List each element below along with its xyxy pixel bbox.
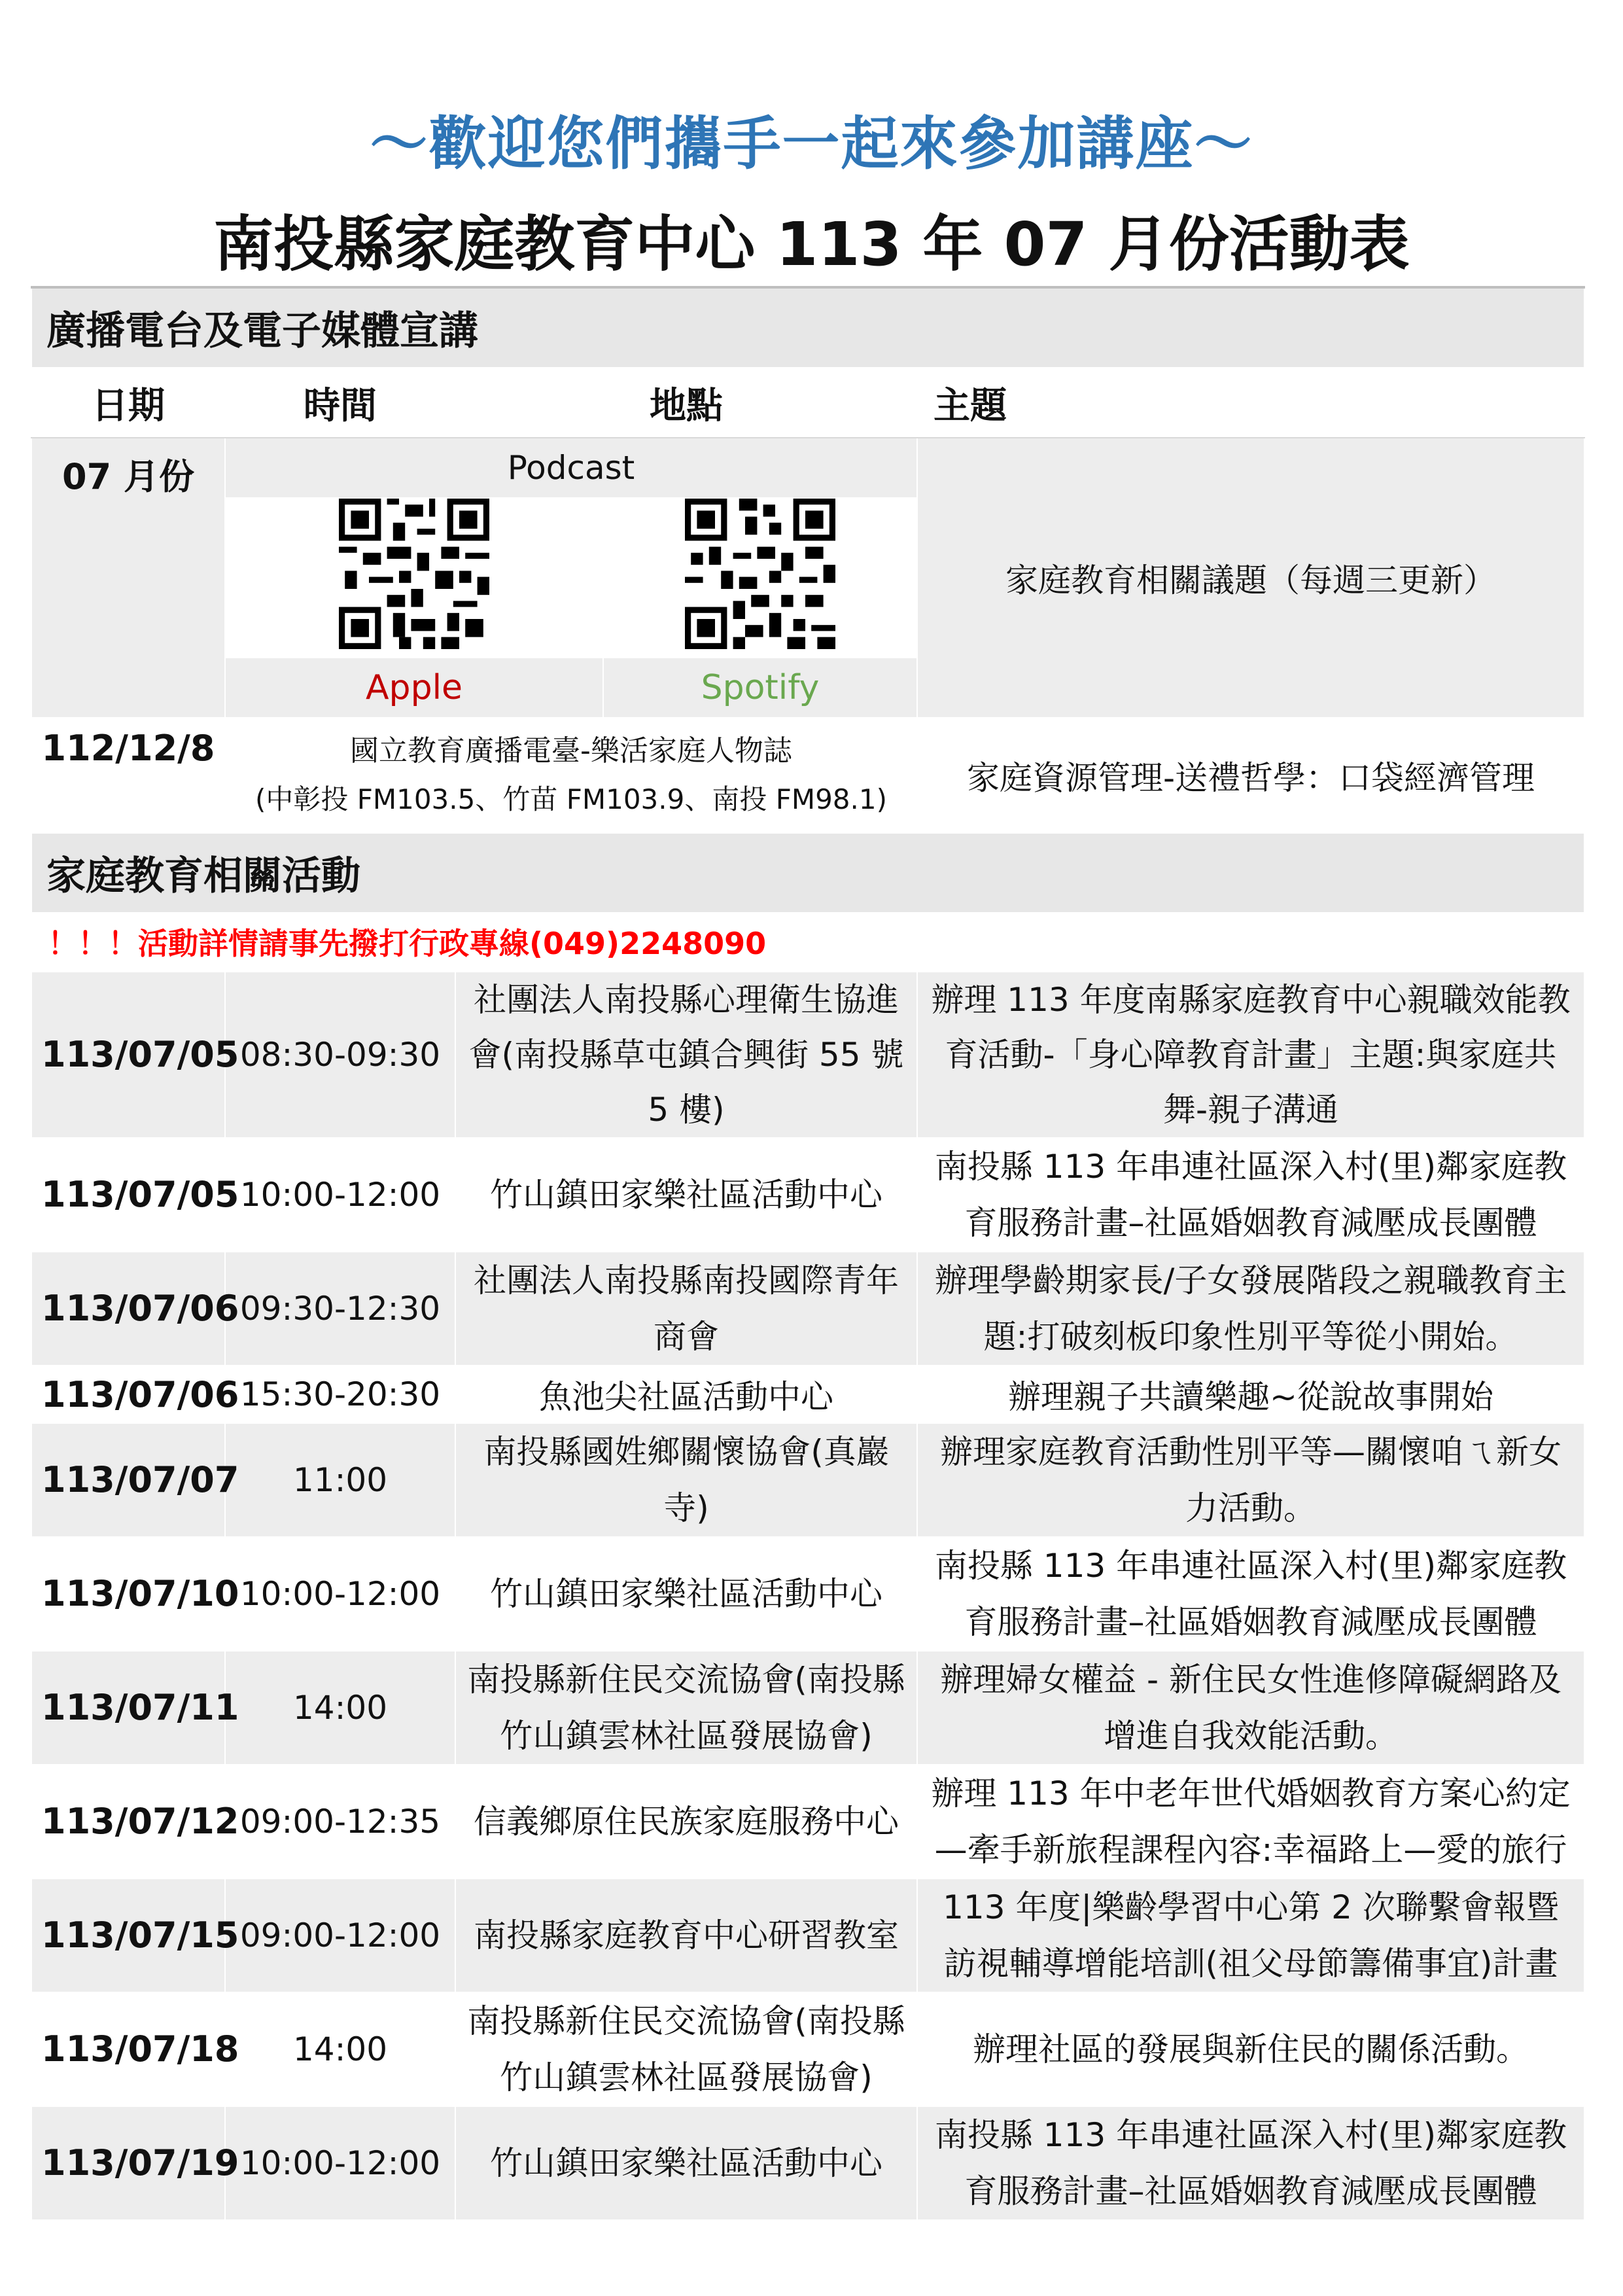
activity-place: 南投縣新住民交流協會(南投縣竹山鎮雲林社區發展協會) xyxy=(455,1651,917,1765)
activity-time: 11:00 xyxy=(225,1423,455,1537)
activity-date: 113/07/15 xyxy=(31,1879,225,1992)
activity-topic: 辦理 113 年中老年世代婚姻教育方案心約定—牽手新旅程課程內容:幸福路上—愛的旅行 xyxy=(917,1765,1584,1879)
radio-place-line2: (中彰投 FM103.5、竹苗 FM103.9、南投 FM98.1) xyxy=(254,783,887,815)
col-time-header: 時間 xyxy=(225,368,455,438)
podcast-label: Podcast xyxy=(225,438,917,498)
table-row xyxy=(31,1651,1584,1765)
podcast-date: 07 月份 xyxy=(31,438,225,718)
activity-time: 09:00-12:35 xyxy=(225,1765,455,1879)
activity-date: 113/07/07 xyxy=(31,1423,225,1537)
schedule-table-wrap xyxy=(31,286,1584,2221)
activity-date: 113/07/10 xyxy=(31,1537,225,1651)
spotify-podcast-link[interactable]: Spotify xyxy=(603,658,917,718)
table-row xyxy=(31,2106,1584,2220)
qr-code-icon[interactable] xyxy=(339,499,489,649)
activity-date: 113/07/12 xyxy=(31,1765,225,1879)
activity-time: 09:00-12:00 xyxy=(225,1879,455,1992)
activities-table xyxy=(31,971,1585,2221)
activity-date: 113/07/05 xyxy=(31,972,225,1138)
activity-place: 竹山鎮田家樂社區活動中心 xyxy=(455,1537,917,1651)
activity-place: 南投縣新住民交流協會(南投縣竹山鎮雲林社區發展協會) xyxy=(455,1992,917,2106)
col-date-header: 日期 xyxy=(31,368,225,438)
activity-date: 113/07/11 xyxy=(31,1651,225,1765)
table-row xyxy=(31,972,1584,1138)
activity-time: 14:00 xyxy=(225,1992,455,2106)
activity-topic: 辦理 113 年度南縣家庭教育中心親職效能教育活動-「身心障教育計畫」主題:與家庭共舞-親子溝通 xyxy=(917,972,1584,1138)
spotify-qr-cell xyxy=(603,498,917,658)
activity-date: 113/07/19 xyxy=(31,2106,225,2220)
radio-topic: 家庭資源管理-送禮哲學：口袋經濟管理 xyxy=(917,718,1584,833)
table-row xyxy=(31,1992,1584,2106)
activity-place: 竹山鎮田家樂社區活動中心 xyxy=(455,2106,917,2220)
col-place-header: 地點 xyxy=(455,368,917,438)
broadcast-table xyxy=(31,286,1585,971)
table-row xyxy=(31,1252,1584,1366)
activity-date: 113/07/18 xyxy=(31,1992,225,2106)
table-row xyxy=(31,1138,1584,1252)
activity-date: 113/07/06 xyxy=(31,1366,225,1423)
activity-place: 竹山鎮田家樂社區活動中心 xyxy=(455,1138,917,1252)
apple-podcast-link[interactable]: Apple xyxy=(225,658,603,718)
activity-place: 南投縣國姓鄉關懷協會(真巖寺) xyxy=(455,1423,917,1537)
activity-topic: 113 年度|樂齡學習中心第 2 次聯繫會報暨訪視輔導增能培訓(祖父母節籌備事宜)計畫 xyxy=(917,1879,1584,1992)
apple-qr-cell xyxy=(225,498,603,658)
activity-time: 10:00-12:00 xyxy=(225,2106,455,2220)
page-title: 南投縣家庭教育中心 113 年 07 月份活動表 xyxy=(213,209,1410,279)
activity-topic: 辦理社區的發展與新住民的關係活動。 xyxy=(917,1992,1584,2106)
activity-time: 08:30-09:30 xyxy=(225,972,455,1138)
activity-topic: 辦理家庭教育活動性別平等—關懷咱ㄟ新女力活動。 xyxy=(917,1423,1584,1537)
activity-place: 南投縣家庭教育中心研習教室 xyxy=(455,1879,917,1992)
activity-place: 社團法人南投縣南投國際青年商會 xyxy=(455,1252,917,1366)
activity-place: 信義鄉原住民族家庭服務中心 xyxy=(455,1765,917,1879)
activity-place: 魚池尖社區活動中心 xyxy=(455,1366,917,1423)
activities-section-title: 家庭教育相關活動 xyxy=(31,833,1584,913)
activity-date: 113/07/06 xyxy=(31,1252,225,1366)
activity-time: 15:30-20:30 xyxy=(225,1366,455,1423)
activity-time: 10:00-12:00 xyxy=(225,1537,455,1651)
activity-topic: 辦理婦女權益 - 新住民女性進修障礙網路及增進自我效能活動。 xyxy=(917,1651,1584,1765)
activity-topic: 南投縣 113 年串連社區深入村(里)鄰家庭教育服務計畫–社區婚姻教育減壓成長團體 xyxy=(917,1537,1584,1651)
phone-notice: ！！！活動詳情請事先撥打行政專線(049)2248090 xyxy=(31,913,1584,970)
activity-topic: 辦理學齡期家長/子女發展階段之親職教育主題:打破刻板印象性別平等從小開始。 xyxy=(917,1252,1584,1366)
table-row xyxy=(31,1366,1584,1423)
radio-place-line1: 國立教育廣播電臺-樂活家庭人物誌 xyxy=(350,734,792,768)
activity-place: 社團法人南投縣心理衛生協進會(南投縣草屯鎮合興街 55 號 5 樓) xyxy=(455,972,917,1138)
activity-topic: 辦理親子共讀樂趣~從說故事開始 xyxy=(917,1366,1584,1423)
radio-place xyxy=(225,718,917,833)
podcast-topic: 家庭教育相關議題（每週三更新） xyxy=(917,438,1584,718)
radio-date: 112/12/8 xyxy=(31,718,225,833)
broadcast-section-title: 廣播電台及電子媒體宣講 xyxy=(31,287,1584,368)
table-row xyxy=(31,1423,1584,1537)
qr-code-icon[interactable] xyxy=(685,499,835,649)
activity-time: 10:00-12:00 xyxy=(225,1138,455,1252)
activity-topic: 南投縣 113 年串連社區深入村(里)鄰家庭教育服務計畫–社區婚姻教育減壓成長團體 xyxy=(917,1138,1584,1252)
table-row xyxy=(31,1879,1584,1992)
activity-date: 113/07/05 xyxy=(31,1138,225,1252)
activity-time: 09:30-12:30 xyxy=(225,1252,455,1366)
col-topic-header: 主題 xyxy=(917,368,1584,438)
activity-time: 14:00 xyxy=(225,1651,455,1765)
welcome-banner: ～歡迎您們攜手一起來參加講座～ xyxy=(370,110,1253,177)
activity-topic: 南投縣 113 年串連社區深入村(里)鄰家庭教育服務計畫–社區婚姻教育減壓成長團體 xyxy=(917,2106,1584,2220)
table-row xyxy=(31,1537,1584,1651)
table-row xyxy=(31,1765,1584,1879)
